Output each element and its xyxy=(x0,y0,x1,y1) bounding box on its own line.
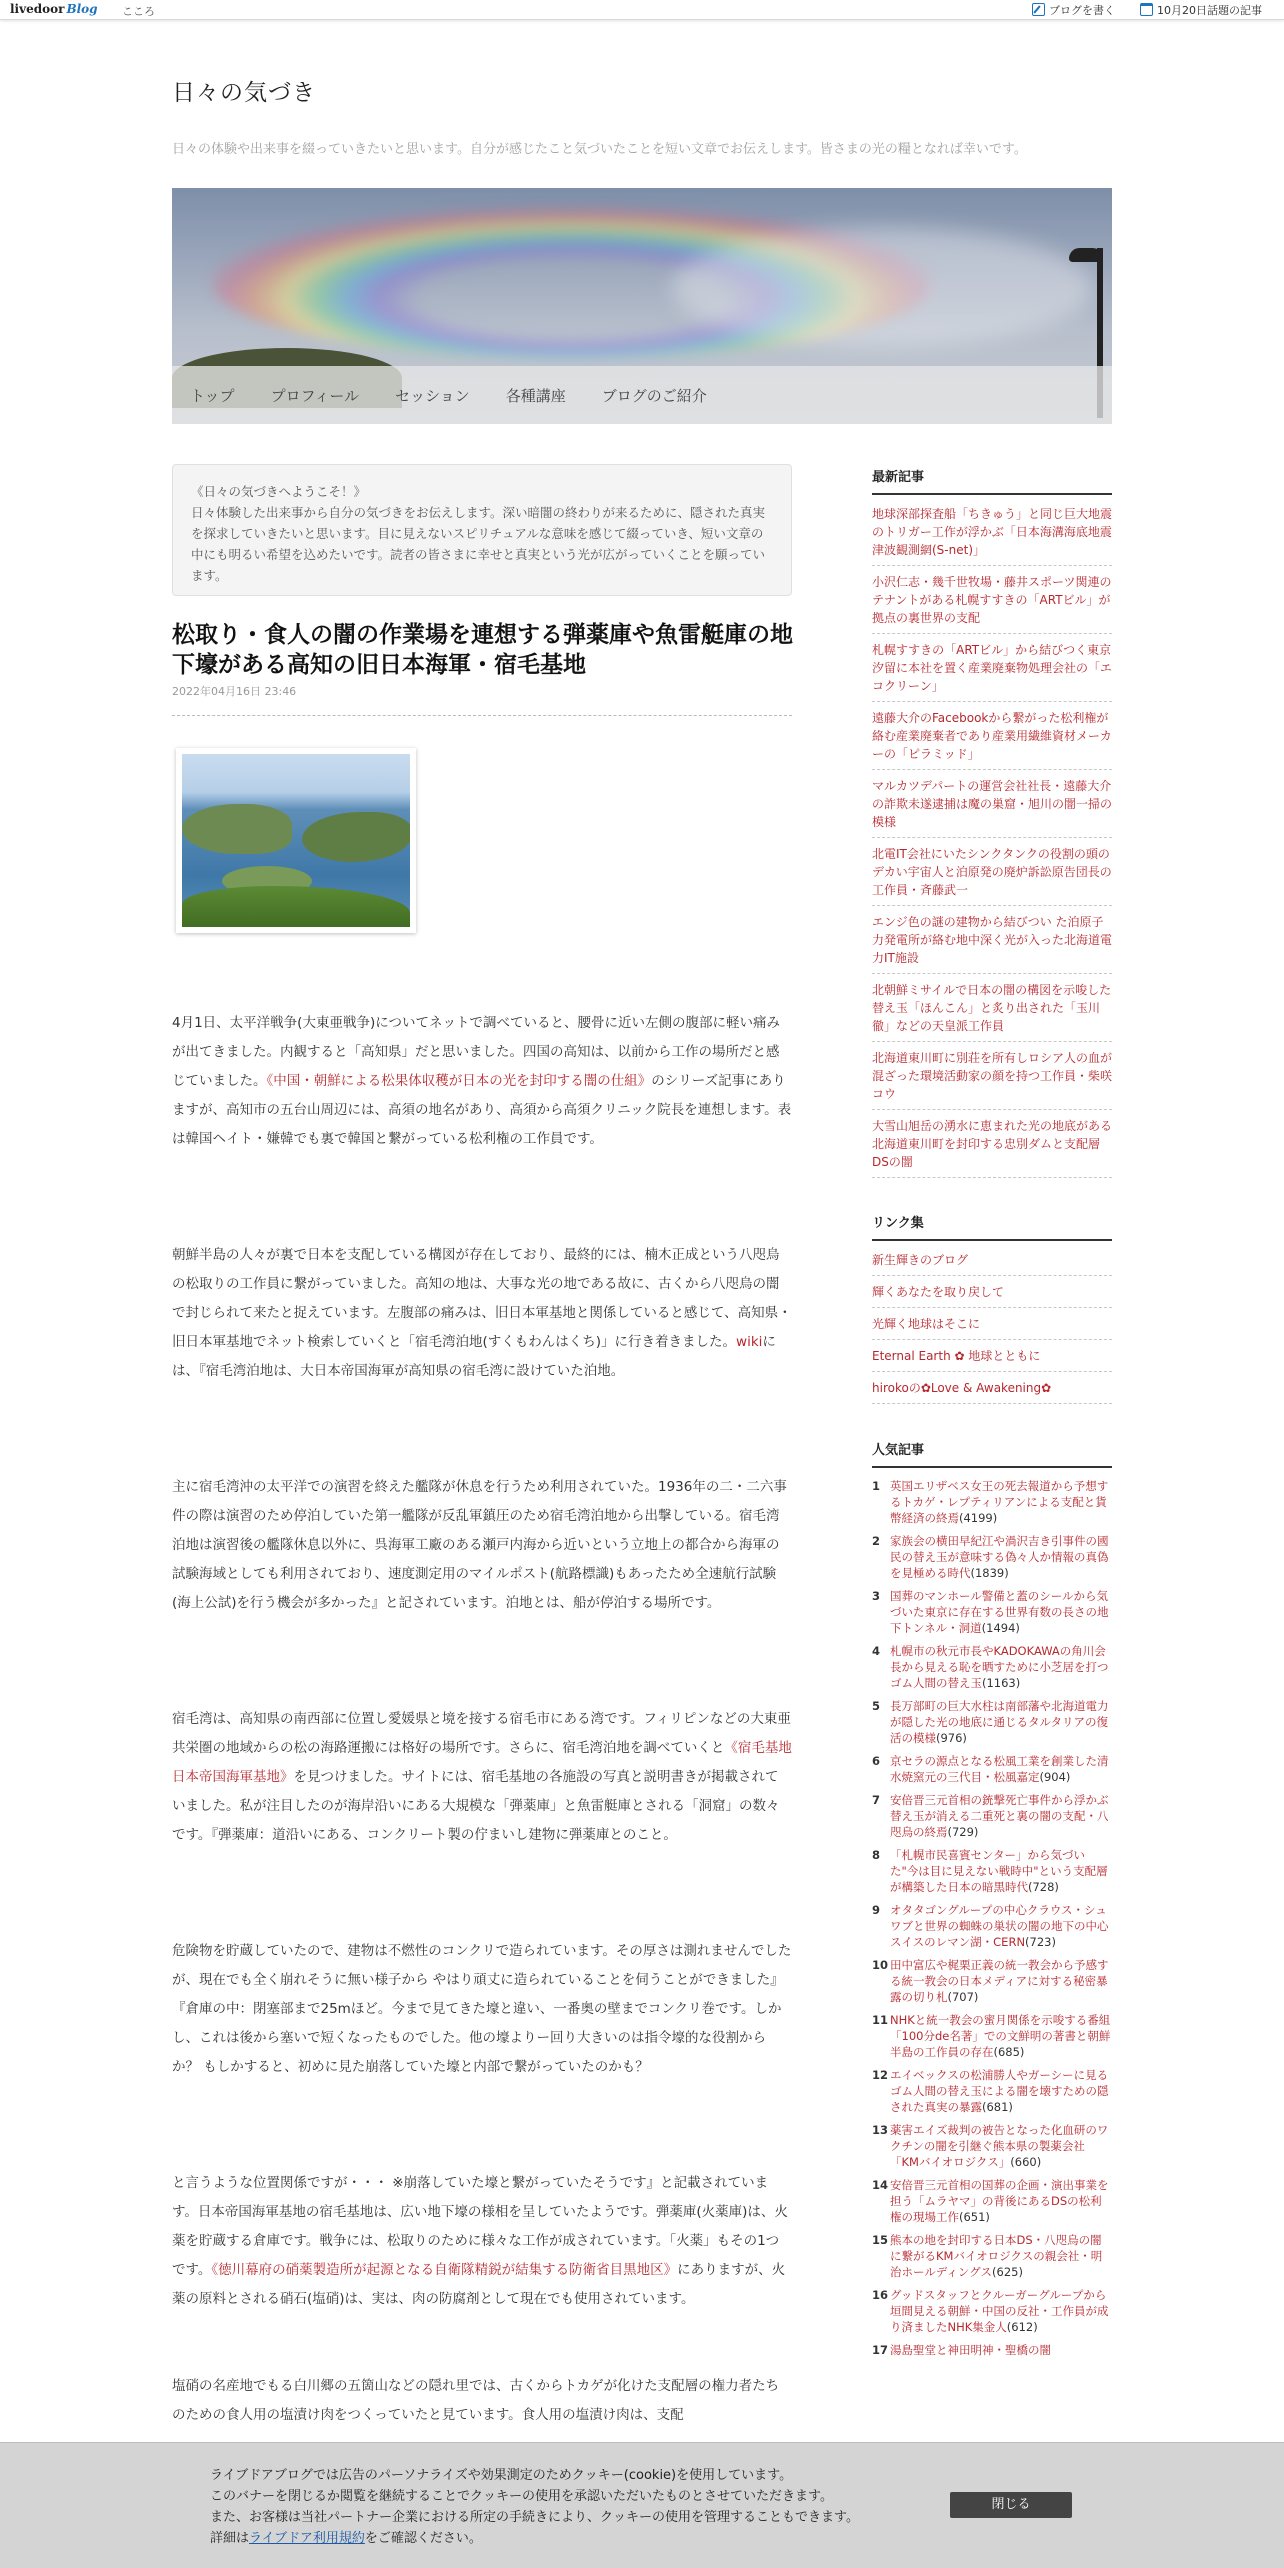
article-paragraph-3: 主に宿毛湾沖の太平洋での演習を終えた艦隊が休息を行うため利用されていた。1936年の二・二六事件の際は演習のため停泊していた第一艦隊が反乱軍鎮圧のため宿毛湾泊地から出撃している。宿毛湾泊地は演習後の艦隊休息以外に、呉海軍工廠のある瀬戸内海から近いという立地上の都合から海軍の試験海域としても利用されており、速度測定用のマイルポスト(航路標識)もあったため全速航行試験(海上公試)を行う機会が多かった』と記されています。泊地とは、船が停泊する場所です。 xyxy=(172,1479,787,1611)
popular-item[interactable]: 7 安倍晋三元首相の銃撃死亡事件から浮かぶ替え玉が消える二重死と裏の闇の支配・八咫烏の終焉(729) xyxy=(872,1793,1109,1839)
terms-link[interactable]: ライブドア利用規約 xyxy=(249,2531,365,2546)
link-item[interactable]: 光輝く地球はそこに xyxy=(872,1315,1112,1340)
article-date: 2022年04月16日 23:46 xyxy=(172,685,297,698)
livedoor-blog-logo[interactable]: livedoor Blog xyxy=(10,2,98,16)
article-photo[interactable] xyxy=(176,748,416,933)
blog-description: 日々の体験や出来事を綴っていきたいと思います。自分が感じたこと気づいたことを短い文章でお伝えします。皆さまの光の糧となれば幸いです。 xyxy=(172,142,1027,157)
link-item[interactable]: 新生輝きのブログ xyxy=(872,1251,1112,1276)
popular-item[interactable]: 16 グッドスタッフとクルーガーグループから垣間見える朝鮮・中国の反社・工作員が成り済ましたNHK集金人(612) xyxy=(872,2288,1109,2334)
popular-item[interactable]: 15 熊本の地を封印する日本DS・八咫烏の闇に繋がるKMバイオロジクスの親会社・明治ホールディングス(625) xyxy=(872,2233,1103,2279)
sidebar-popular xyxy=(872,1439,1112,2365)
pencil-icon xyxy=(1032,3,1045,16)
popular-item[interactable]: 6 京セラの源点となる松風工業を創業した清水焼窯元の三代目・松風嘉定(904) xyxy=(872,1754,1109,1784)
cookie-close-button[interactable]: 閉じる xyxy=(950,2492,1072,2518)
livedoor-topbar xyxy=(0,0,1284,20)
popular-heading: 人気記事 xyxy=(872,1439,1112,1468)
cookie-consent-banner xyxy=(0,2442,1284,2568)
blog-title[interactable]: 日々の気づき xyxy=(172,80,316,106)
article-link-pineal[interactable]: 《中国・朝鮮による松果体収穫が日本の光を封印する闇の仕組》 xyxy=(266,1073,652,1089)
popular-item[interactable]: 11 NHKと統一教会の蜜月関係を示唆する番組「100分de名著」での文鮮明の著書と朝鮮半島の工作員の存在(685) xyxy=(872,2013,1111,2059)
recent-entry[interactable]: 地球深部探査船「ちきゅう」と同じ巨大地震のトリガー工作が浮かぶ「日本海溝海底地震津波観測網(S-net)」 xyxy=(872,505,1112,566)
popular-item[interactable]: 9 オタタゴングループの中心クラウス・シュワブと世界の蜘蛛の巣状の闇の地下の中心スイスのレマン湖・CERN(723) xyxy=(872,1903,1109,1949)
popular-item[interactable]: 1 英国エリザベス女王の死去報道から予想するトカゲ・レプティリアンによる支配と貨幣経済の終焉(4199) xyxy=(872,1479,1109,1525)
nav-session[interactable]: セッション xyxy=(395,386,470,405)
links-heading: リンク集 xyxy=(872,1212,1112,1241)
link-item[interactable]: Eternal Earth ✿ 地球とともに xyxy=(872,1347,1112,1372)
article-paragraph-2: 朝鮮半島の人々が裏で日本を支配している構図が存在しており、最終的には、楠木正成という八咫烏の松取りの工作員に繋がっていました。高知の地は、大事な光の地である故に、古くから八咫烏の闇で封じられて来たと捉えています。左腹部の痛みは、旧日本軍基地と関係していると感じて、高知県・旧日本軍基地でネット検索していくと「宿毛湾泊地(すくもわんはくち)」に行き着きました。wikiには、『宿毛湾泊地は、大日本帝国海軍が高知県の宿毛湾に設けていた泊地。 xyxy=(172,1247,792,1379)
article-paragraph-5: 危険物を貯蔵していたので、建物は不燃性のコンクリで造られています。その厚さは測れませんでしたが、現在でも全く崩れそうに無い様子から やはり頑丈に造られていることを伺うことができました』『倉庫の中：閉塞部まで25mほど。今まで見てきた壕と違い、一番奥の壁までコンクリ巻です。しかし、これは後から塞いで短くなったものでした。他の壕よりー回り大きいのは指令壕的な役割からか？ もしかすると、初めに見た崩落していた壕と内部で繋がっていたのかも？ xyxy=(172,1943,792,2075)
popular-item[interactable]: 13 薬害エイズ裁判の被告となった化血研のワクチンの闇を引継ぐ熊本県の製薬会社「KMバイオロジクス」(660) xyxy=(872,2123,1109,2169)
meguro-link[interactable]: 《徳川幕府の硝薬製造所が起源となる自衛隊精鋭が結集する防衛省目黒地区》 xyxy=(211,2262,678,2278)
popular-item[interactable]: 4 札幌市の秋元市長やKADOKAWAの角川会長から見える恥を晒すために小芝居を打つゴム人間の替え玉(1163) xyxy=(872,1644,1109,1690)
write-blog-link[interactable]: ブログを書く xyxy=(1032,2,1115,18)
popular-item[interactable]: 12 エイベックスの松浦勝人やガーシーに見るゴム人間の替え玉による闇を壊すための隠された真実の暴露(681) xyxy=(872,2068,1109,2114)
welcome-box xyxy=(172,464,792,596)
article-divider xyxy=(172,715,792,716)
recent-entry[interactable]: 札幌すすきの「ARTビル」から結びつく東京汐留に本社を置く産業廃棄物処理会社の「エコクリーン」 xyxy=(872,641,1112,702)
popular-item[interactable]: 10 田中富広や梶栗正義の統一教会から予感する統一教会の日本メディアに対する秘密暴露の切り札(707) xyxy=(872,1958,1109,2004)
popular-item[interactable]: 8 「札幌市民喜賓センター」から気づいた"今は目に見えない戦時中"という支配層が構築した日本の暗黒時代(728) xyxy=(872,1848,1108,1894)
sidebar-recent xyxy=(872,466,1112,1185)
nav-blog-intro[interactable]: ブログのご紹介 xyxy=(601,386,707,405)
welcome-text: 《日々の気づきへようこそ！》 日々体験した出来事から自分の気づきをお伝えします。深い暗闇の終わりが来るために、隠された真実を探求していきたいと思います。目に見えないスピリチュアルな意味を感じて綴っていき、短い文章の中にも明るい希望を込めたいです。読者の皆さまに幸せと真実という光が広がっていくことを願っています。 xyxy=(191,484,766,583)
cookie-message: ライブドアブログでは広告のパーソナライズや効果測定のためクッキー(cookie)を使用しています。 このバナーを閉じるか閲覧を継続することでクッキーの使用を承認いただいたものとさせていただきます。 また、お客様は当社パートナー企業における所定の手続きにより、クッキーの使用を管理することもできます。 詳細はライブドア利用規約をご確認ください。 xyxy=(210,2468,859,2546)
sukumo-base-link[interactable]: 《宿毛基地 日本帝国海軍基地》 xyxy=(172,1740,792,1785)
link-item[interactable]: hirokoの✿Love & Awakening✿ xyxy=(872,1379,1112,1404)
popular-item[interactable]: 3 国葬のマンホール警備と蓋のシールから気づいた東京に存在する世界有数の長さの地下トンネル・洞道(1494) xyxy=(872,1589,1109,1635)
wiki-link[interactable]: wiki xyxy=(736,1334,763,1350)
link-item[interactable]: 輝くあなたを取り戻して xyxy=(872,1283,1112,1308)
article-paragraph-6: と言うような位置関係ですが・・・ ※崩落していた壕と繋がっていたそうです』と記載されています。日本帝国海軍基地の宿毛基地は、広い地下壕の様相を呈していたようです。弾薬庫(火薬庫)は、火薬を貯蔵する倉庫です。戦争には、松取りのために様々な工作が成されています。「火薬」もその1つです。《徳川幕府の硝薬製造所が起源となる自衛隊精鋭が結集する防衛省目黒地区》にありますが、火薬の原料とされる硝石(塩硝)は、実は、肉の防腐剤として現在でも使用されています。 xyxy=(172,2175,788,2307)
recent-entry[interactable]: 遠藤大介のFacebookから繋がった松利権が絡む産業廃棄者であり産業用繊維資材メーカーの「ピラミッド」 xyxy=(872,709,1112,770)
popular-item[interactable]: 14 安倍晋三元首相の国葬の企画・演出事業を担う「ムラヤマ」の背後にあるDSの松利権の現場工作(651) xyxy=(872,2178,1109,2224)
nav-top[interactable]: トップ xyxy=(190,386,235,405)
global-nav xyxy=(172,366,1112,424)
popular-item[interactable]: 2 家族会の横田早紀江や渦沢吉き引事件の國民の替え玉が意味する偽々人か情報の真偽を見極める時代(1839) xyxy=(872,1534,1109,1580)
nav-profile[interactable]: プロフィール xyxy=(270,386,360,405)
article-title[interactable]: 松取り・食人の闇の作業場を連想する弾薬庫や魚雷艇庫の地下壕がある高知の旧日本海軍・宿毛基地 xyxy=(172,622,793,678)
popular-item[interactable]: 17 湯島聖堂と神田明神・聖橋の闇 xyxy=(872,2343,1051,2357)
topic-articles-link[interactable]: 10月20日話題の記事 xyxy=(1140,2,1262,18)
recent-entry[interactable]: 小沢仁志・幾千世牧場・藤井スポーツ関連のテナントがある札幌すすきの「ARTビル」が拠点の裏世界の支配 xyxy=(872,573,1112,634)
recent-entry[interactable]: 北電IT会社にいたシンクタンクの役割の頭のデカい宇宙人と泊原発の廃炉訴訟原告団長の工作員・斉藤武一 xyxy=(872,845,1112,906)
community-link[interactable]: こころ xyxy=(122,5,155,18)
popular-item[interactable]: 5 長万部町の巨大水柱は南部藩や北海道電力が隠した光の地底に通じるタルタリアの復活の模様(976) xyxy=(872,1699,1109,1745)
coastal-islands-photo xyxy=(182,754,410,927)
recent-entry[interactable]: 北海道東川町に別荘を所有しロシア人の血が混ざった環境活動家の顔を持つ工作員・柴咲コウ xyxy=(872,1049,1112,1110)
header-banner xyxy=(172,188,1112,424)
calendar-icon xyxy=(1140,3,1153,16)
recent-entry[interactable]: 大雪山旭岳の湧水に恵まれた光の地底がある北海道東川町を封印する忠別ダムと支配層DSの闇 xyxy=(872,1117,1112,1178)
cloud-image xyxy=(672,228,1092,348)
nav-courses[interactable]: 各種講座 xyxy=(505,386,566,405)
sidebar-links xyxy=(872,1212,1112,1411)
recent-entry[interactable]: エンジ色の謎の建物から結びつい た泊原子力発電所が絡む地中深く光が入った北海道電力IT施設 xyxy=(872,913,1112,974)
article-paragraph-4: 宿毛湾は、高知県の南西部に位置し愛媛県と境を接する宿毛市にある湾です。フィリピンなどの大東亜共栄圏の地域からの松の海路運搬には格好の場所です。さらに、宿毛湾泊地を調べていくと《宿毛基地 日本帝国海軍基地》を見つけました。サイトには、宿毛基地の各施設の写真と説明書きが掲載されていました。私が注目したのが海岸沿いにある大規模な「弾薬庫」と魚雷艇庫とされる「洞窟」の数々です。『弾薬庫：道沿いにある、コンクリート製の佇まいし建物に弾薬庫とのこと。 xyxy=(172,1711,792,1843)
recent-entry[interactable]: マルカツデパートの運営会社社長・遠藤大介の詐欺未遂逮捕は魔の巣窟・旭川の闇一掃の模様 xyxy=(872,777,1112,838)
recent-heading: 最新記事 xyxy=(872,466,1112,495)
article-paragraph-1: 4月1日、太平洋戦争(大東亜戦争)についてネットで調べていると、腰骨に近い左側の腹部に軽い痛みが出てきました。内観すると「高知県」だと思いました。四国の高知は、以前から工作の場所だと感じていました。《中国・朝鮮による松果体収穫が日本の光を封印する闇の仕組》のシリーズ記事にありますが、高知市の五台山周辺には、高須の地名があり、高須から高須クリニック院長を連想します。表は韓国ヘイト・嫌韓でも裏で韓国と繋がっている松利権の工作員です。 xyxy=(172,1015,792,1147)
article-paragraph-7: 塩硝の名産地でもる白川郷の五箇山などの隠れ里では、古くからトカゲが化けた支配層の権力者たちのための食人用の塩漬け肉をつくっていたと見ています。食人用の塩漬け肉は、支配 xyxy=(172,2378,780,2423)
recent-entry[interactable]: 北朝鮮ミサイルで日本の闇の構図を示唆した替え玉「ほんこん」と炙り出された「玉川徹」などの天皇派工作員 xyxy=(872,981,1112,1042)
